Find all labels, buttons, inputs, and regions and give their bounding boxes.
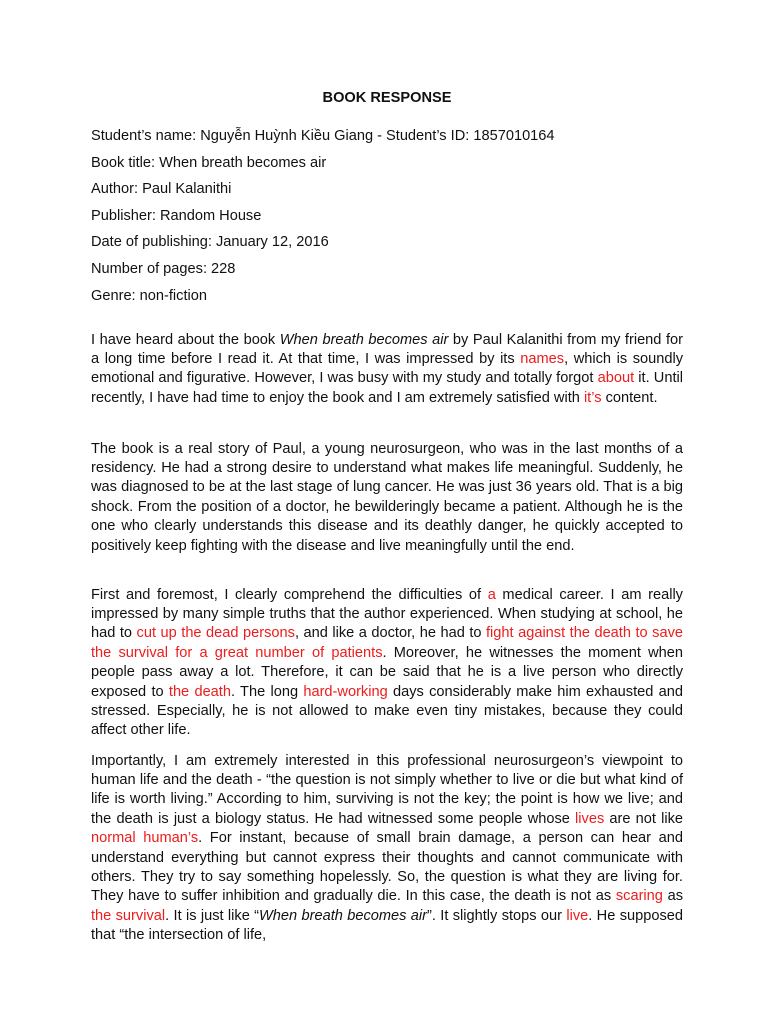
highlighted-text: cut up the dead persons (136, 625, 295, 642)
text-run: are not like (604, 810, 683, 827)
highlighted-text: names (520, 351, 565, 367)
text-run: Importantly, I am extremely interested in this professional neurosurgeon’s viewpoint to human life and the death - “the question is not simply whether to live or die but what kind of life is worth living.” According to him, surviving is not the key; the point is how we live; and the death is just a biology status. He had witnessed some people whose (91, 752, 683, 827)
text-run: . Moreover, he witnesses the moment when people pass away a lot. Therefore, it can be said that he is a live person who directly exposed to (91, 644, 683, 700)
text-run: as (662, 888, 683, 905)
text-run: . It is just like “ (165, 907, 260, 924)
text-run: , which is soundly emotional and figurative. However, I was busy with my study and totally forgot (91, 351, 684, 387)
book-title-line: Book title: When breath becomes air (91, 154, 327, 171)
author-line: Author: Paul Kalanithi (91, 181, 232, 198)
document-title: BOOK RESPONSE (322, 90, 452, 106)
page-count-line: Number of pages: 228 (91, 260, 236, 277)
text-run: . The long (230, 683, 304, 700)
text-run: . For instant, because of small brain damage, a person can hear and understand everything but cannot express their thoughts and cannot communicate with others. They try to say something hopelessly. So, the question is what they are living for. They have to suffer inhibition and gradually die. In this case, the death is not as (91, 830, 683, 905)
text-run: The book is a real story of Paul, a young neurosurgeon, who was in the last months of a residency. He had a strong desire to understand what makes life meaningful. Suddenly, he was diagnosed to be at the last stage of lung cancer. He was just 36 years old. That is a big shock. From the position of a doctor, he bewilderingly became a patient. Although he is the one who clearly understands this disease and its deathly danger, he quickly accepted to positively keep fighting with the disease and live meaningfully until the end. (91, 440, 683, 554)
student-info-line: Student’s name: Nguyễn Huỳnh Kiều Giang - Student’s ID: 1857010164 (91, 128, 555, 144)
text-run: it. Until recently, I have had time to enjoy the book and I am extremely satisfied with (91, 370, 684, 406)
italic-text: When breath becomes air (279, 331, 449, 348)
highlighted-text: scaring (615, 888, 663, 905)
book-info-list (91, 123, 555, 309)
highlighted-text: live (566, 907, 589, 924)
highlighted-text: it’s (583, 389, 602, 406)
paragraph-summary (91, 440, 683, 556)
text-run: First and foremost, I clearly comprehend the difficulties of (91, 586, 488, 603)
text-run: medical career. I am really impressed by many simple truths that the author experienced. When studying at school, he had to (91, 586, 683, 642)
italic-text: When breath becomes air (259, 907, 428, 924)
highlighted-text: the death (168, 683, 231, 700)
text-run: content. (601, 389, 658, 406)
publisher-line: Publisher: Random House (91, 207, 262, 224)
highlighted-text: about (597, 370, 635, 387)
text-run: ”. It slightly stops our (427, 907, 567, 924)
highlighted-text: hard-working (303, 683, 388, 700)
publishing-date-line: Date of publishing: January 12, 2016 (91, 234, 329, 251)
text-run: . He supposed that “the intersection of life, (91, 907, 683, 944)
paragraph-medical-career (91, 586, 683, 741)
genre-line: Genre: non-fiction (91, 287, 208, 304)
paragraph-introduction (91, 331, 683, 409)
highlighted-text: the survival (91, 907, 166, 924)
text-run: days considerably make him exhausted and stressed. Especially, he is not allowed to make even tiny mistakes, because they could affect other life. (91, 683, 683, 739)
highlighted-text: a (487, 586, 496, 603)
text-run: , and like a doctor, he had to (294, 625, 486, 642)
paragraph-viewpoint (91, 752, 683, 946)
highlighted-text: lives (575, 810, 605, 827)
text-run: I have heard about the book (91, 331, 280, 348)
highlighted-text: fight against the death to save the survival for a great number of patients (91, 625, 683, 661)
highlighted-text: normal human’s (91, 830, 199, 847)
text-run: by Paul Kalanithi from my friend for a long time before I read it. At that time, I was impressed by its (91, 331, 683, 367)
